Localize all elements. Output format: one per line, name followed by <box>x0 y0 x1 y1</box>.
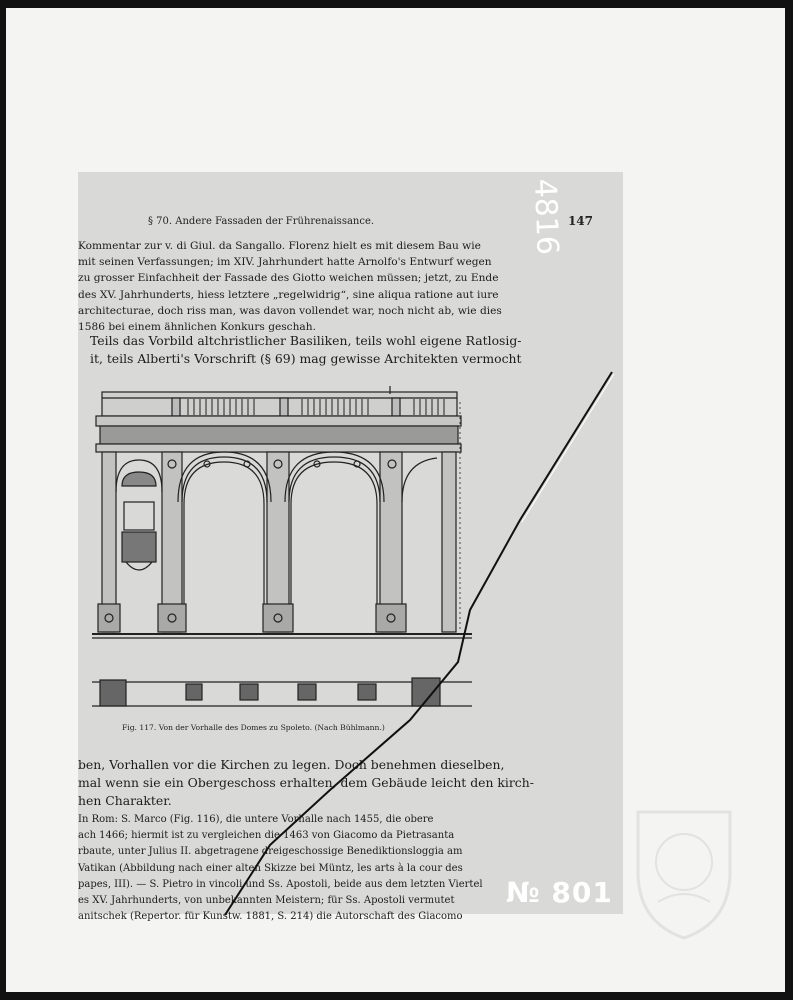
figure-caption: Fig. 117. Von der Vorhalle des Domes zu Spoleto. (Nach Bühlmann.) <box>122 723 385 732</box>
handwritten-number: 4816 <box>527 178 565 256</box>
header-section: § 70. Andere Fassaden der Frührenaissance. <box>148 216 375 227</box>
text-line: mal wenn sie ein Obergeschoss erhalten, dem Gebäude leicht den kirch- <box>78 775 534 790</box>
text-line: zu grosser Einfachheit der Fassade des Giotto weichen müssen; jetzt, zu Ende <box>78 272 499 285</box>
text-line: Kommentar zur v. di Giul. da Sangallo. Florenz hielt es mit diesem Bau wie <box>78 240 481 252</box>
text-line: Teils das Vorbild altchristlicher Basiliken, teils wohl eigene Ratlosig- <box>90 333 522 348</box>
text-line: ben, Vorhallen vor die Kirchen zu legen. Doch benehmen dieselben, <box>78 757 505 772</box>
text-line: it, teils Alberti's Vorschrift (§ 69) mag gewisse Architekten vermocht <box>90 351 522 366</box>
text-line: des XV. Jahrhunderts, hiess letztere „regelwidrig“, sine aliqua ratione aut iure <box>78 288 499 301</box>
seal-watermark <box>628 802 740 942</box>
text-line: es XV. Jahrhunderts, von unbekannten Meistern; für Ss. Apostoli vermutet <box>78 894 455 906</box>
text-line: anitschek (Repertor. für Kunstw. 1881, S. 214) die Autorschaft des Giacomo <box>78 911 463 923</box>
text-line: rbaute, unter Julius II. abgetragene dreigeschossige Benediktionsloggia am <box>78 846 463 858</box>
text-line: architecturae, doch riss man, was davon vollendet war, noch nicht ab, wie dies <box>78 304 502 317</box>
text-line: mit seinen Verfassungen; im XIV. Jahrhundert hatte Arnolfo's Entwurf wegen <box>78 256 492 269</box>
text-line: In Rom: S. Marco (Fig. 116), die untere Vorhalle nach 1455, die obere <box>78 814 434 825</box>
text-line: 1586 bei einem ähnlichen Konkurs geschah. <box>78 320 316 333</box>
text-line: Vatikan (Abbildung nach einer alten Skizze bei Müntz, les arts à la cour des <box>78 862 463 874</box>
text-line: papes, III). — S. Pietro in vincoli und Ss. Apostoli, beide aus dem letzten Viertel <box>78 878 483 890</box>
text-line: ach 1466; hiermit ist zu vergleichen die 1463 von Giacomo da Pietrasanta <box>78 830 455 842</box>
page-number: 147 <box>567 214 593 228</box>
text-line: hen Charakter. <box>78 793 172 808</box>
archive-stamp: № 801 <box>506 876 613 909</box>
